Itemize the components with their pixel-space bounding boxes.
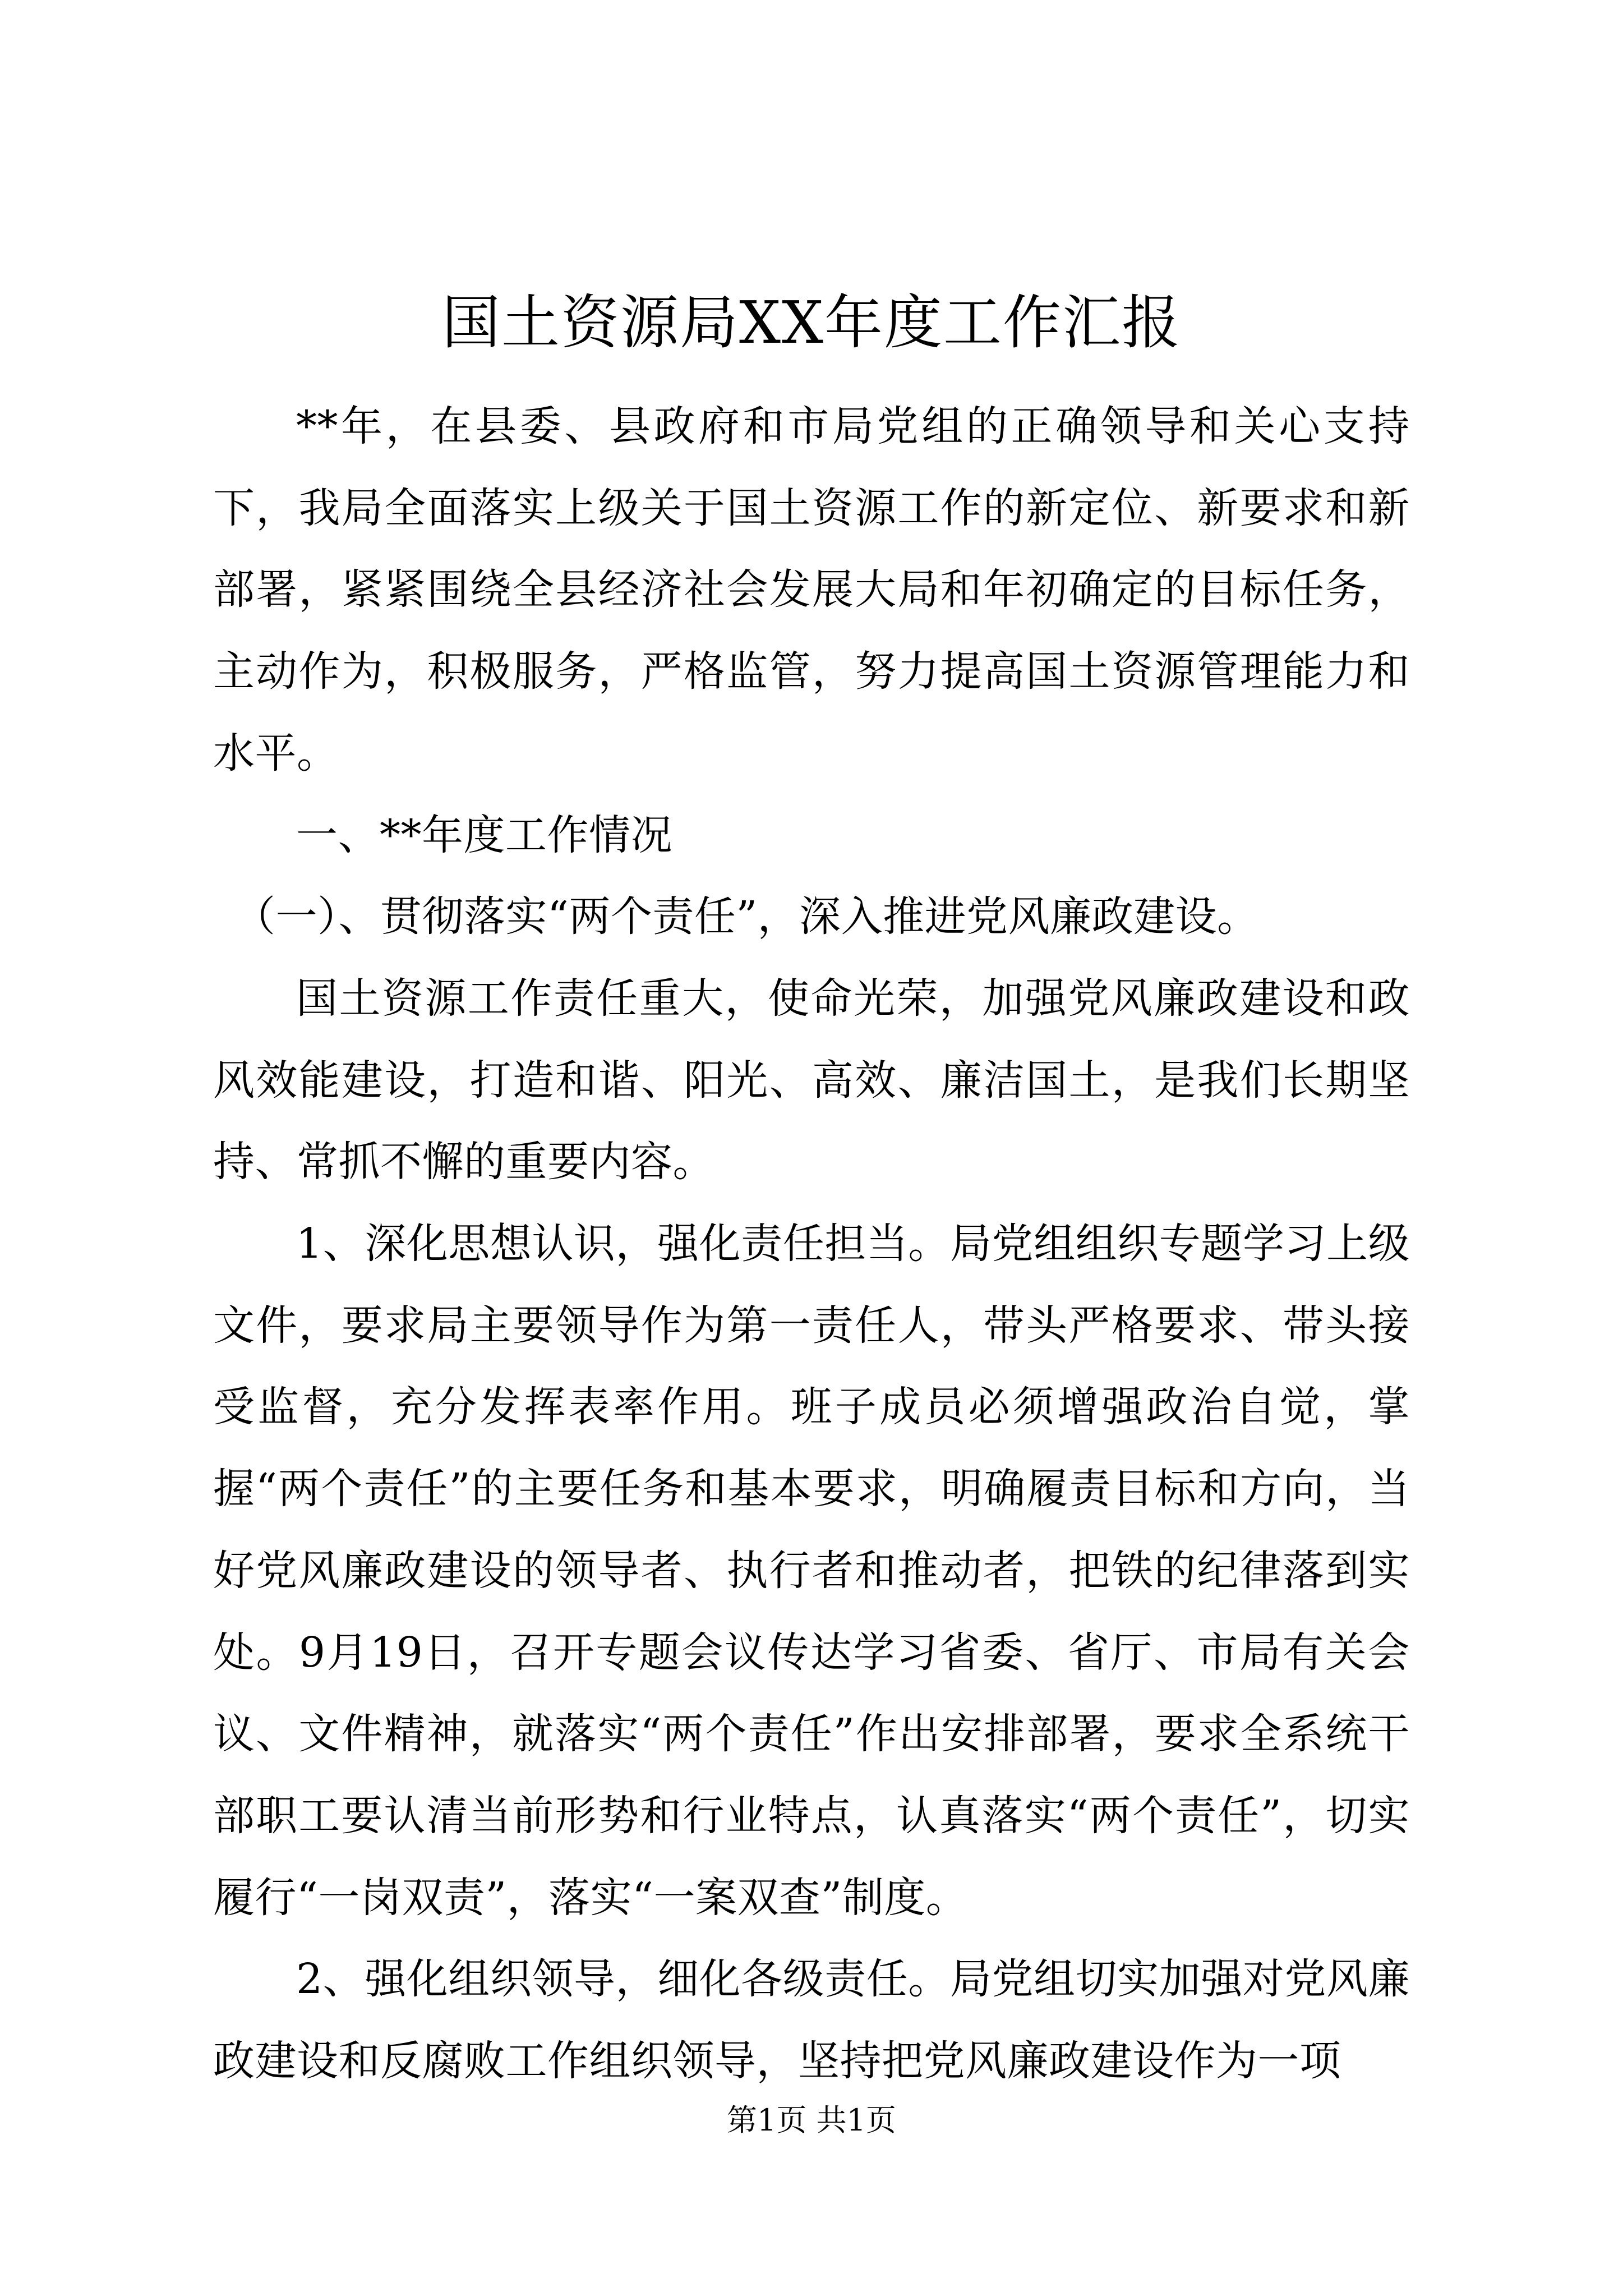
paragraph-responsibility: 国土资源工作责任重大，使命光荣，加强党风廉政建设和政风效能建设，打造和谐、阳光、高效、廉洁国土，是我们长期坚持、常抓不懈的重要内容。 [213,974,1410,1186]
paragraph-item-1: 1、深化思想认识，强化责任担当。局党组组织专题学习上级文件，要求局主要领导作为第一责任人，带头严格要求、带头接受监督，充分发挥表率作用。班子成员必须增强政治自觉，掌握“两个责任”的主要任务和基本要求，明确履责目标和方向，当好党风廉政建设的领导者、执行者和推动者，把铁的纪律落到实处。9月19日，召开专题会议传达学习省委、省厅、市局有关会议、文件精神，就落实“两个责任”作出安排部署，要求全系统干部职工要认清当前形势和行业特点，认真落实“两个责任”，切实履行“一岗双责”，落实“一案双查”制度。 [213,1220,1410,1922]
paragraph-intro: **年，在县委、县政府和市局党组的正确领导和关心支持下，我局全面落实上级关于国土资源工作的新定位、新要求和新部署，紧紧围绕全县经济社会发展大局和年初确定的目标任务，主动作为，积极服务，严格监管，努力提高国土资源管理能力和水平。 [213,402,1410,777]
document-title: 国土资源局XX年度工作汇报 [441,288,1182,357]
subsection-heading-1: （一）、贯彻落实“两个责任”，深入推进党风廉政建设。 [234,892,1259,941]
document-body [213,386,1410,2102]
paragraph-item-2: 2、强化组织领导，细化各级责任。局党组切实加强对党风廉政建设和反腐败工作组织领导，坚持把党风廉政建设作为一项 [213,1955,1410,2086]
section-heading-1: 一、**年度工作情况 [296,811,672,859]
page-footer: 第1页 共1页 [727,2102,896,2138]
